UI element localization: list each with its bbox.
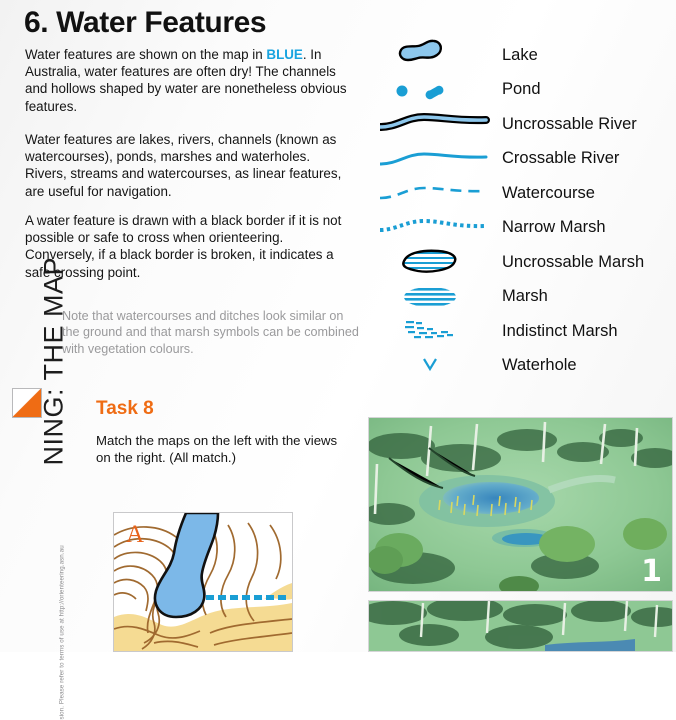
side-note: Note that watercourses and ditches look similar on the ground and that marsh symbols can be combined with vegetation colours. xyxy=(62,309,359,356)
watercourse-icon xyxy=(380,176,502,210)
photo-number-badge: 1 xyxy=(641,554,662,589)
marsh-icon xyxy=(380,280,502,314)
uncrossable-river-icon xyxy=(380,107,502,141)
lake-icon xyxy=(380,38,502,72)
pond-icon xyxy=(380,73,502,107)
legend-row xyxy=(380,314,676,349)
narrow-marsh-icon xyxy=(380,211,502,245)
legend-label: Narrow Marsh xyxy=(502,218,606,237)
terrain-render-2 xyxy=(369,601,672,651)
map-thumbnail-a[interactable] xyxy=(113,512,293,652)
task-instructions: Match the maps on the left with the views on the right. (All match.) xyxy=(96,433,338,465)
sidebar-fineprint: sion. Please refer to terms of use at http://orienteering.asn.au xyxy=(58,545,66,720)
legend-label: Waterhole xyxy=(502,356,577,375)
legend-row xyxy=(380,107,676,142)
uncrossable-marsh-icon xyxy=(380,245,502,279)
crossable-river-icon xyxy=(380,142,502,176)
legend-label: Uncrossable Marsh xyxy=(502,252,645,271)
legend-row xyxy=(380,349,676,384)
map-label-letter: A xyxy=(126,521,145,548)
blue-keyword: BLUE xyxy=(266,47,303,62)
orienteering-australia-logo-icon xyxy=(12,388,42,418)
border-rules-paragraph: A water feature is drawn with a black border if it is not possible or safe to cross when orienteering. Conversely, if a black border is broken, it indicates a safe crossing point. xyxy=(25,213,342,280)
intro-text-before: Water features are shown on the map in xyxy=(25,47,267,62)
features-paragraph: Water features are lakes, rivers, channels (known as watercourses), ponds, marshes and waterholes. Rivers, streams and watercourses, as linear features, are useful for navigation. xyxy=(25,132,342,199)
sidebar-vertical-title: NING: THE MAP xyxy=(38,256,69,466)
task-title: Task 8 xyxy=(96,398,154,419)
legend-row xyxy=(380,211,676,246)
page-title: 6. Water Features xyxy=(24,6,267,39)
legend-row xyxy=(380,38,676,73)
water-features-legend xyxy=(380,38,676,383)
legend-row xyxy=(380,176,676,211)
legend-label: Pond xyxy=(502,80,541,99)
terrain-render-1 xyxy=(369,418,672,591)
waterhole-icon xyxy=(380,349,502,383)
legend-label: Lake xyxy=(502,45,538,64)
indistinct-marsh-icon xyxy=(380,314,502,348)
legend-label: Indistinct Marsh xyxy=(502,321,618,340)
terrain-photo-1[interactable] xyxy=(368,417,673,592)
legend-row xyxy=(380,245,676,280)
legend-row xyxy=(380,280,676,315)
legend-row xyxy=(380,142,676,177)
terrain-photo-2[interactable] xyxy=(368,600,673,652)
legend-label: Watercourse xyxy=(502,183,595,202)
legend-label: Uncrossable River xyxy=(502,114,637,133)
intro-text-after: . In Australia, water features are often dry! The channels and hollows shaped by water are nonetheless obvious features. xyxy=(25,47,347,114)
legend-row xyxy=(380,73,676,108)
legend-label: Marsh xyxy=(502,287,548,306)
legend-label: Crossable River xyxy=(502,149,620,168)
intro-paragraph xyxy=(25,46,355,115)
